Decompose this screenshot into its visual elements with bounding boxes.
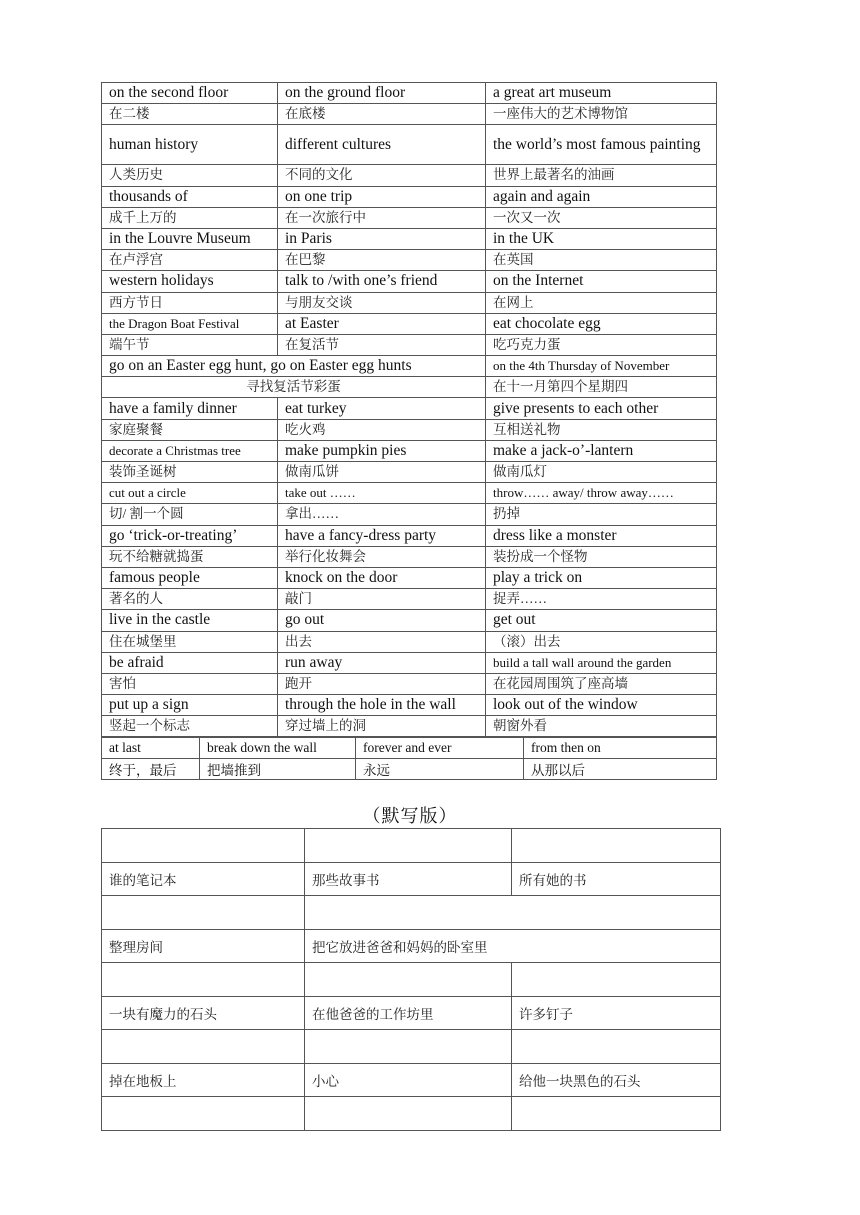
prompt-cell: 小心 xyxy=(305,1063,512,1097)
blank-answer-cell[interactable] xyxy=(102,1097,305,1131)
table-row xyxy=(102,125,717,165)
table-cell: 把墙推到 xyxy=(200,759,356,780)
table-row xyxy=(102,929,721,963)
table-row xyxy=(102,610,717,631)
blank-answer-cell[interactable] xyxy=(305,829,512,863)
prompt-cell: 在他爸爸的工作坊里 xyxy=(305,996,512,1030)
vocabulary-table xyxy=(101,82,717,737)
table-cell: throw…… away/ throw away…… xyxy=(486,483,717,504)
table-cell: 举行化妆舞会 xyxy=(278,546,486,567)
table-cell: 成千上万的 xyxy=(102,207,278,228)
table-cell: （滚）出去 xyxy=(486,631,717,652)
prompt-cell: 给他一块黑色的石头 xyxy=(512,1063,721,1097)
blank-answer-cell[interactable] xyxy=(305,1030,512,1064)
table-row xyxy=(102,250,717,271)
table-cell: through the hole in the wall xyxy=(278,695,486,716)
blank-answer-cell[interactable] xyxy=(305,896,721,930)
table-cell: 害怕 xyxy=(102,673,278,694)
table-cell: 在复活节 xyxy=(278,334,486,355)
table-cell: 不同的文化 xyxy=(278,165,486,186)
table-cell: 做南瓜饼 xyxy=(278,462,486,483)
table-cell: in the Louvre Museum xyxy=(102,228,278,249)
blank-answer-cell[interactable] xyxy=(102,963,305,997)
table-cell: live in the castle xyxy=(102,610,278,631)
table-cell: 互相送礼物 xyxy=(486,419,717,440)
table-cell: 世界上最著名的油画 xyxy=(486,165,717,186)
table-cell: different cultures xyxy=(278,125,486,165)
table-cell: eat turkey xyxy=(278,398,486,419)
blank-answer-cell[interactable] xyxy=(305,963,512,997)
table-cell: 端午节 xyxy=(102,334,278,355)
table-cell: human history xyxy=(102,125,278,165)
table-cell: on one trip xyxy=(278,186,486,207)
table-cell: put up a sign xyxy=(102,695,278,716)
prompt-cell: 许多钉子 xyxy=(512,996,721,1030)
prompt-cell: 所有她的书 xyxy=(512,862,721,896)
table-row xyxy=(102,652,717,673)
table-cell: 做南瓜灯 xyxy=(486,462,717,483)
table-row xyxy=(102,356,717,377)
table-cell: 寻找复活节彩蛋 xyxy=(102,377,486,398)
table-row xyxy=(102,1030,721,1064)
table-cell: make a jack-o’-lantern xyxy=(486,440,717,461)
vocabulary-table-final-rows xyxy=(101,737,717,780)
table-cell: talk to /with one’s friend xyxy=(278,271,486,292)
table-row xyxy=(102,716,717,737)
table-cell: make pumpkin pies xyxy=(278,440,486,461)
table-cell: 在网上 xyxy=(486,292,717,313)
table-cell: the Dragon Boat Festival xyxy=(102,313,278,334)
prompt-cell: 掉在地板上 xyxy=(102,1063,305,1097)
table-row xyxy=(102,165,717,186)
blank-answer-cell[interactable] xyxy=(512,829,721,863)
table-cell: western holidays xyxy=(102,271,278,292)
table-row xyxy=(102,313,717,334)
table-cell: 在二楼 xyxy=(102,104,278,125)
table-cell: 跑开 xyxy=(278,673,486,694)
table-row xyxy=(102,83,717,104)
table-cell: in the UK xyxy=(486,228,717,249)
table-cell: famous people xyxy=(102,567,278,588)
table-cell: on the ground floor xyxy=(278,83,486,104)
table-cell: 切/ 割一个圆 xyxy=(102,504,278,525)
table-cell: 西方节日 xyxy=(102,292,278,313)
table-cell: 捉弄…… xyxy=(486,589,717,610)
table-cell: be afraid xyxy=(102,652,278,673)
table-cell: 吃巧克力蛋 xyxy=(486,334,717,355)
table-cell: eat chocolate egg xyxy=(486,313,717,334)
table-row xyxy=(102,862,721,896)
table-cell: look out of the window xyxy=(486,695,717,716)
table-cell: 住在城堡里 xyxy=(102,631,278,652)
table-cell: 在十一月第四个星期四 xyxy=(486,377,717,398)
table-row xyxy=(102,738,717,759)
table-row xyxy=(102,631,717,652)
table-row xyxy=(102,462,717,483)
table-cell: 装饰圣诞树 xyxy=(102,462,278,483)
table-row xyxy=(102,228,717,249)
table-cell: 拿出…… xyxy=(278,504,486,525)
table-cell: run away xyxy=(278,652,486,673)
table-cell: get out xyxy=(486,610,717,631)
table-row xyxy=(102,377,717,398)
table-cell: 扔掉 xyxy=(486,504,717,525)
table-cell: 家庭聚餐 xyxy=(102,419,278,440)
table-row xyxy=(102,207,717,228)
table-cell: go ‘trick-or-treating’ xyxy=(102,525,278,546)
table-cell: 永远 xyxy=(356,759,524,780)
table-cell: play a trick on xyxy=(486,567,717,588)
table-row xyxy=(102,398,717,419)
table-cell: 出去 xyxy=(278,631,486,652)
blank-answer-cell[interactable] xyxy=(305,1097,512,1131)
table-cell: 一座伟大的艺术博物馆 xyxy=(486,104,717,125)
prompt-cell: 一块有魔力的石头 xyxy=(102,996,305,1030)
table-cell: build a tall wall around the garden xyxy=(486,652,717,673)
table-row xyxy=(102,440,717,461)
blank-answer-cell[interactable] xyxy=(512,963,721,997)
table-row xyxy=(102,829,721,863)
table-cell: 朝窗外看 xyxy=(486,716,717,737)
table-row xyxy=(102,695,717,716)
table-cell: 在卢浮宫 xyxy=(102,250,278,271)
table-row xyxy=(102,292,717,313)
table-row xyxy=(102,996,721,1030)
table-cell: break down the wall xyxy=(200,738,356,759)
table-cell: at last xyxy=(102,738,200,759)
table-cell: 一次又一次 xyxy=(486,207,717,228)
table-cell: 玩不给糖就捣蛋 xyxy=(102,546,278,567)
table-row xyxy=(102,271,717,292)
prompt-cell: 整理房间 xyxy=(102,929,305,963)
table-row xyxy=(102,589,717,610)
table-cell: decorate a Christmas tree xyxy=(102,440,278,461)
blank-answer-cell[interactable] xyxy=(512,1030,721,1064)
table-cell: in Paris xyxy=(278,228,486,249)
table-row xyxy=(102,963,721,997)
table-cell: 竖起一个标志 xyxy=(102,716,278,737)
table-cell: again and again xyxy=(486,186,717,207)
table-row xyxy=(102,504,717,525)
table-cell: 吃火鸡 xyxy=(278,419,486,440)
table-row xyxy=(102,896,721,930)
table-cell: 在一次旅行中 xyxy=(278,207,486,228)
table-row xyxy=(102,419,717,440)
table-cell: 穿过墙上的洞 xyxy=(278,716,486,737)
blank-answer-cell[interactable] xyxy=(102,829,305,863)
table-cell: dress like a monster xyxy=(486,525,717,546)
table-cell: 在花园周围筑了座高墙 xyxy=(486,673,717,694)
table-cell: forever and ever xyxy=(356,738,524,759)
table-cell: go out xyxy=(278,610,486,631)
table-row xyxy=(102,546,717,567)
dictation-table xyxy=(101,828,721,1131)
table-cell: from then on xyxy=(524,738,717,759)
table-cell: 在英国 xyxy=(486,250,717,271)
table-cell: take out …… xyxy=(278,483,486,504)
table-row xyxy=(102,104,717,125)
table-row xyxy=(102,1063,721,1097)
prompt-cell: 把它放进爸爸和妈妈的卧室里 xyxy=(305,929,721,963)
table-cell: on the Internet xyxy=(486,271,717,292)
prompt-cell: 那些故事书 xyxy=(305,862,512,896)
table-cell: 与朋友交谈 xyxy=(278,292,486,313)
table-row xyxy=(102,186,717,207)
table-row xyxy=(102,483,717,504)
table-cell: a great art museum xyxy=(486,83,717,104)
table-cell: 著名的人 xyxy=(102,589,278,610)
table-cell: at Easter xyxy=(278,313,486,334)
table-cell: thousands of xyxy=(102,186,278,207)
table-cell: cut out a circle xyxy=(102,483,278,504)
blank-answer-cell[interactable] xyxy=(102,1030,305,1064)
table-row xyxy=(102,334,717,355)
table-cell: 终于，最后 xyxy=(102,759,200,780)
table-cell: have a family dinner xyxy=(102,398,278,419)
table-row xyxy=(102,1097,721,1131)
table-cell: give presents to each other xyxy=(486,398,717,419)
table-cell: 在底楼 xyxy=(278,104,486,125)
table-cell: 在巴黎 xyxy=(278,250,486,271)
table-cell: go on an Easter egg hunt, go on Easter egg hunts xyxy=(102,356,486,377)
table-row xyxy=(102,759,717,780)
table-row xyxy=(102,673,717,694)
table-cell: 从那以后 xyxy=(524,759,717,780)
blank-answer-cell[interactable] xyxy=(512,1097,721,1131)
table-cell: the world’s most famous painting xyxy=(486,125,717,165)
table-cell: knock on the door xyxy=(278,567,486,588)
blank-answer-cell[interactable] xyxy=(102,896,305,930)
table-row xyxy=(102,567,717,588)
prompt-cell: 谁的笔记本 xyxy=(102,862,305,896)
table-cell: on the 4th Thursday of November xyxy=(486,356,717,377)
table-cell: 人类历史 xyxy=(102,165,278,186)
table-cell: on the second floor xyxy=(102,83,278,104)
table-cell: 装扮成一个怪物 xyxy=(486,546,717,567)
dictation-section-title: （默写版） xyxy=(362,806,458,827)
table-cell: 敲门 xyxy=(278,589,486,610)
table-cell: have a fancy-dress party xyxy=(278,525,486,546)
table-row xyxy=(102,525,717,546)
